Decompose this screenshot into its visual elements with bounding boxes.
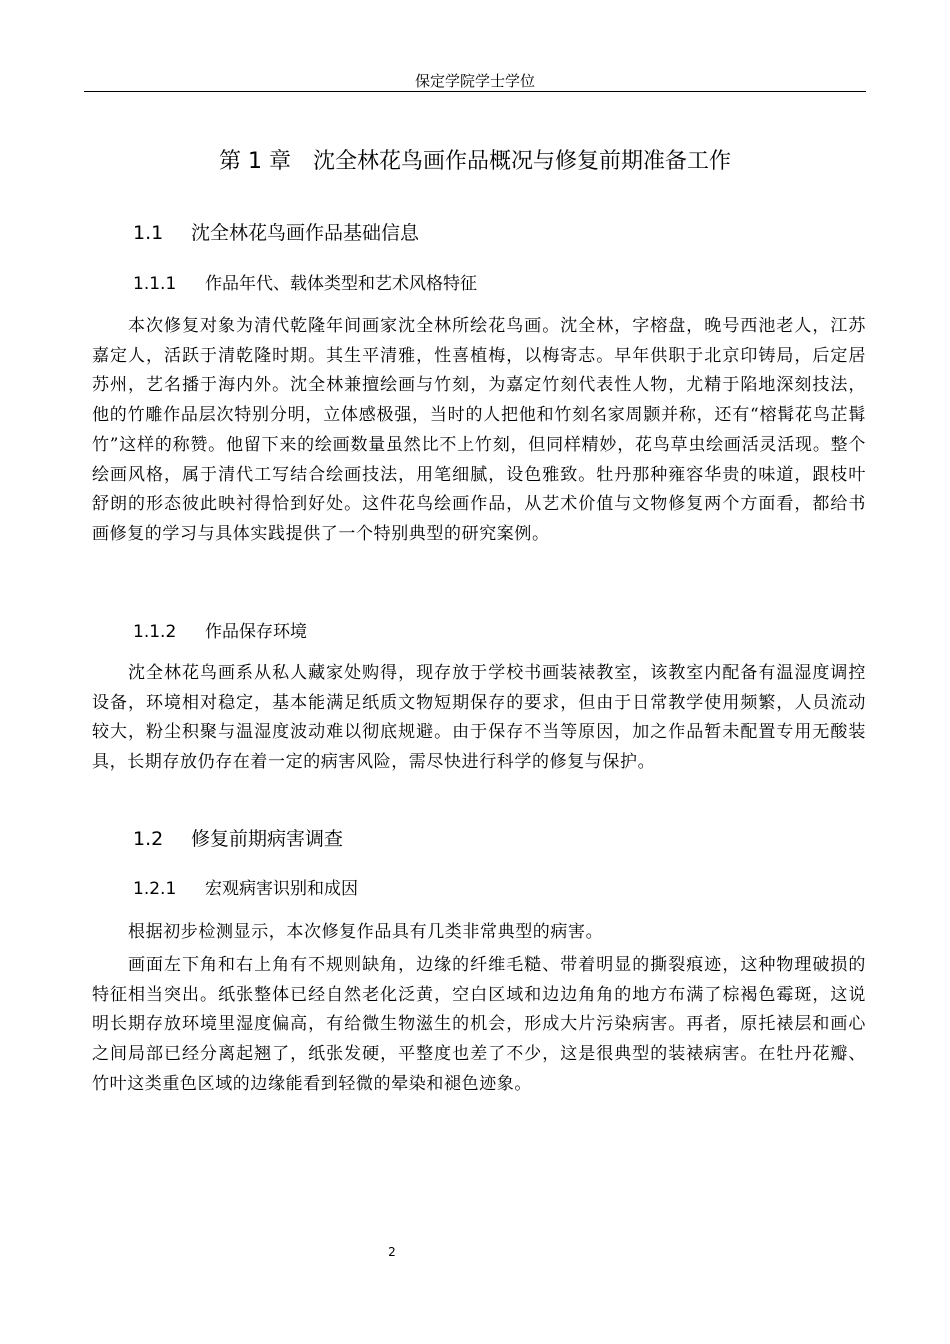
subsection-heading-1-1-1 <box>133 272 477 296</box>
running-header: 保定学院学士学位 <box>414 72 535 90</box>
paragraph-1-1-1: 本次修复对象为清代乾隆年间画家沈全林所绘花鸟画。沈全林，字榕盘，晚号西池老人，江苏嘉定人，活跃于清乾隆时期。其生平清雅，性喜植梅，以梅寄志。早年供职于北京印铸局，后定居苏州，艺名播于海内外。沈全林兼擅绘画与竹刻，为嘉定竹刻代表性人物，尤精于陷地深刻技法，他的竹雕作品层次特别分明，立体感极强，当时的人把他和竹刻名家周颢并称，还有“榕髯花鸟芷髯竹”这样的称赞。他留下来的绘画数量虽然比不上竹刻，但同样精妙，花鸟草虫绘画活灵活现。整个绘画风格，属于清代工写结合绘画技法，用笔细腻，设色雅致。牡丹那种雍容华贵的味道，跟枝叶舒朗的形态彼此映衬得恰到好处。这件花鸟绘画作品，从艺术价值与文物修复两个方面看，都给书画修复的学习与具体实践提供了一个特别典型的研究案例。 <box>92 316 866 544</box>
subsection-number: 1.2.1 <box>133 879 177 899</box>
subsection-heading-1-2-1 <box>133 877 358 901</box>
subsection-title: 宏观病害识别和成因 <box>205 879 358 899</box>
section-title: 修复前期病害调查 <box>191 828 344 850</box>
section-number: 1.2 <box>133 828 164 850</box>
subsection-number: 1.1.2 <box>133 622 177 642</box>
section-heading-1-2 <box>133 826 343 852</box>
subsection-number: 1.1.1 <box>133 274 177 294</box>
section-title: 沈全林花鸟画作品基础信息 <box>191 222 420 244</box>
subsection-title: 作品年代、载体类型和艺术风格特征 <box>205 274 477 294</box>
paragraph-1-2-1-b: 画面左下角和右上角有不规则缺角，边缘的纤维毛糙、带着明显的撕裂痕迹，这种物理破损的特征相当突出。纸张整体已经自然老化泛黄，空白区域和边边角角的地方布满了棕褐色霉斑，这说明长期存放环境里湿度偏高，有给微生物滋生的机会，形成大片污染病害。再者，原托裱层和画心之间局部已经分离起翘了，纸张发硬，平整度也差了不少，这是很典型的装裱病害。在牡丹花瓣、竹叶这类重色区域的边缘能看到轻微的晕染和褪色迹象。 <box>92 955 866 1094</box>
paragraph-1-1-2: 沈全林花鸟画系从私人藏家处购得，现存放于学校书画装裱教室，该教室内配备有温湿度调控设备，环境相对稳定，基本能满足纸质文物短期保存的要求，但由于日常教学使用频繁，人员流动较大，粉尘积聚与温湿度波动难以彻底规避。由于保存不当等原因，加之作品暂未配置专用无酸装具，长期存放仍存在着一定的病害风险，需尽快进行科学的修复与保护。 <box>92 663 866 773</box>
subsection-title: 作品保存环境 <box>205 622 307 642</box>
header-rule <box>84 91 866 92</box>
chapter-title: 第 1 章 沈全林花鸟画作品概况与修复前期准备工作 <box>219 149 731 174</box>
subsection-heading-1-1-2 <box>133 620 307 644</box>
section-heading-1-1 <box>133 220 419 246</box>
paragraph-1-2-1-a: 根据初步检测显示，本次修复作品具有几类非常典型的病害。 <box>128 922 604 942</box>
page-number: 2 <box>388 1245 396 1259</box>
section-number: 1.1 <box>133 222 164 244</box>
